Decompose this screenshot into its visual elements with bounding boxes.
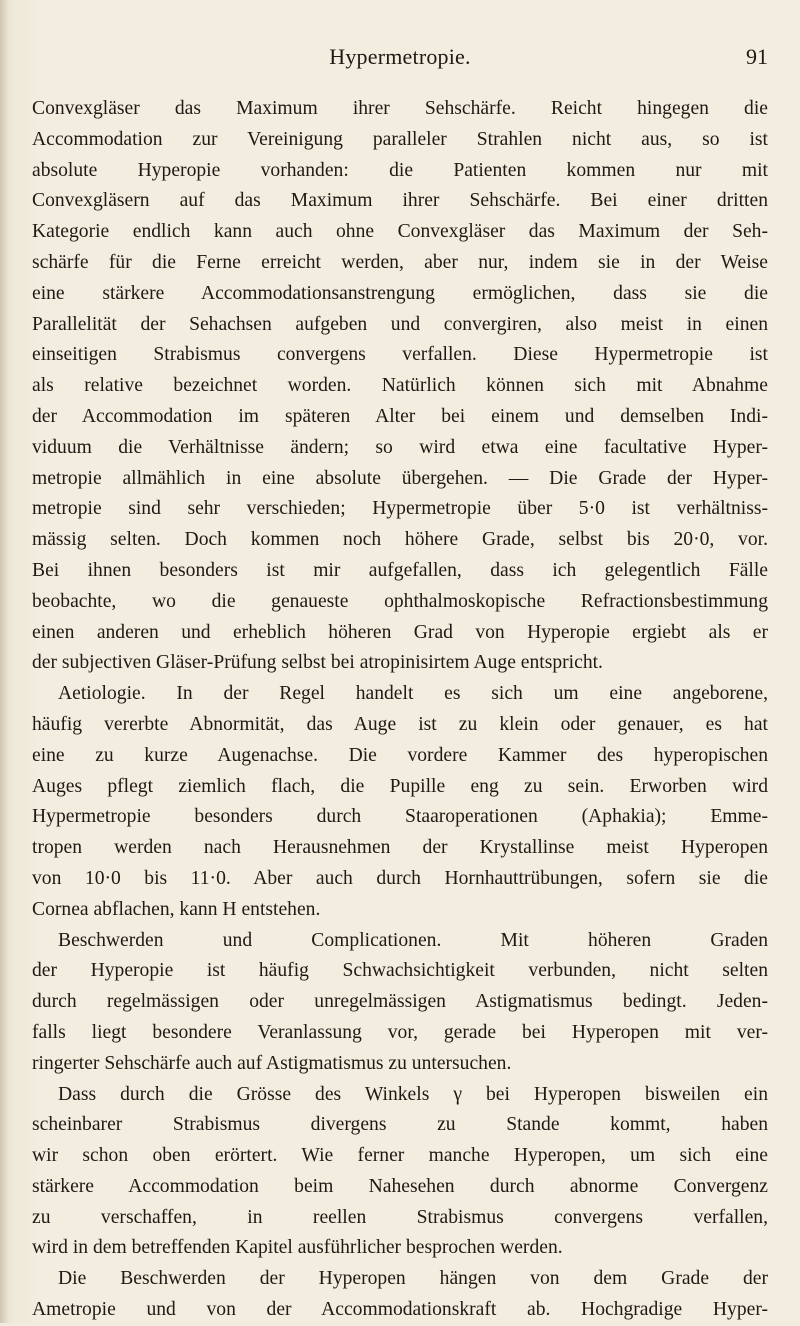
text-line: zu verschaffen, in reellen Strabismus convergens verfallen, — [32, 1206, 768, 1228]
text-line: Dass durch die Grösse des Winkels γ bei Hyperopen bisweilen ein — [58, 1083, 768, 1105]
text-line: von 10·0 bis 11·0. Aber auch durch Hornhauttrübungen, sofern sie die — [32, 867, 768, 889]
text-line: beobachte, wo die genaueste ophthalmoskopische Refractionsbestimmung — [32, 590, 768, 612]
text-line: Parallelität der Sehachsen aufgeben und convergiren, also meist in einen — [32, 313, 768, 335]
text-line: Kategorie endlich kann auch ohne Convexgläser das Maximum der Seh- — [32, 221, 768, 243]
text-line: Ametropie und von der Accommodationskraft ab. Hochgradige Hyper- — [32, 1299, 768, 1321]
page-gutter — [0, 0, 8, 1323]
text-line: mässig selten. Doch kommen noch höhere Grade, selbst bis 20·0, vor. — [32, 529, 768, 551]
page-header — [32, 44, 768, 78]
text-line: metropie sind sehr verschieden; Hypermetropie über 5·0 ist verhältniss- — [32, 498, 768, 520]
page-number: 91 — [746, 44, 768, 69]
text-line: wir schon oben erörtert. Wie ferner manche Hyperopen, um sich eine — [32, 1145, 768, 1167]
text-line: absolute Hyperopie vorhanden: die Patienten kommen nur mit — [32, 159, 768, 181]
text-line: der subjectiven Gläser-Prüfung selbst bei atropinisirtem Auge entspricht. — [32, 652, 603, 674]
text-line: Die Beschwerden der Hyperopen hängen von dem Grade der — [58, 1268, 768, 1290]
text-line: wird in dem betreffenden Kapitel ausführlicher besprochen werden. — [32, 1237, 563, 1259]
text-line: Convexgläsern auf das Maximum ihrer Sehschärfe. Bei einer dritten — [32, 190, 768, 212]
text-line: viduum die Verhältnisse ändern; so wird etwa eine facultative Hyper- — [32, 436, 768, 458]
section-heading-line: Aetiologie. In der Regel handelt es sich um eine angeborene, — [58, 683, 768, 705]
text-line: tropen werden nach Herausnehmen der Krystallinse meist Hyperopen — [32, 837, 768, 859]
text-line: eine stärkere Accommodationsanstrengung ermöglichen, dass sie die — [32, 282, 768, 304]
text-line: Cornea abflachen, kann H entstehen. — [32, 898, 321, 920]
section-heading-line: Beschwerden und Complicationen. Mit höheren Graden — [58, 929, 768, 951]
text-line: Bei ihnen besonders ist mir aufgefallen, dass ich gelegentlich Fälle — [32, 559, 768, 581]
text-line: metropie allmählich in eine absolute übergehen. — Die Grade der Hyper- — [32, 467, 768, 489]
text-line: Hypermetropie besonders durch Staaroperationen (Aphakia); Emme- — [32, 806, 768, 828]
text-line: der Hyperopie ist häufig Schwachsichtigkeit verbunden, nicht selten — [32, 960, 768, 982]
text-line: ringerter Sehschärfe auch auf Astigmatismus zu untersuchen. — [32, 1052, 512, 1074]
text-line: Convexgläser das Maximum ihrer Sehschärfe. Reicht hingegen die — [32, 98, 768, 119]
text-line: einseitigen Strabismus convergens verfallen. Diese Hypermetropie ist — [32, 344, 768, 366]
text-line: Accommodation zur Vereinigung paralleler Strahlen nicht aus, so ist — [32, 128, 768, 150]
text-line: einen anderen und erheblich höheren Grad von Hyperopie ergiebt als er — [32, 621, 768, 643]
text-line: der Accommodation im späteren Alter bei einem und demselben Indi- — [32, 405, 768, 427]
text-line: häufig vererbte Abnormität, das Auge ist zu klein oder genauer, es hat — [32, 713, 768, 735]
text-line: durch regelmässigen oder unregelmässigen Astigmatismus bedingt. Jeden- — [32, 991, 768, 1013]
text-line: stärkere Accommodation beim Nahesehen durch abnorme Convergenz — [32, 1175, 768, 1197]
body-text — [32, 94, 768, 1326]
text-line: als relative bezeichnet worden. Natürlich können sich mit Abnahme — [32, 375, 768, 397]
text-line: eine zu kurze Augenachse. Die vordere Kammer des hyperopischen — [32, 744, 768, 766]
text-line: falls liegt besondere Veranlassung vor, gerade bei Hyperopen mit ver- — [32, 1021, 768, 1043]
text-line: schärfe für die Ferne erreicht werden, aber nur, indem sie in der Weise — [32, 251, 768, 273]
text-line: Auges pflegt ziemlich flach, die Pupille eng zu sein. Erworben wird — [32, 775, 768, 797]
running-head: Hypermetropie. — [329, 44, 471, 69]
text-line: scheinbarer Strabismus divergens zu Stande kommt, haben — [32, 1114, 768, 1136]
